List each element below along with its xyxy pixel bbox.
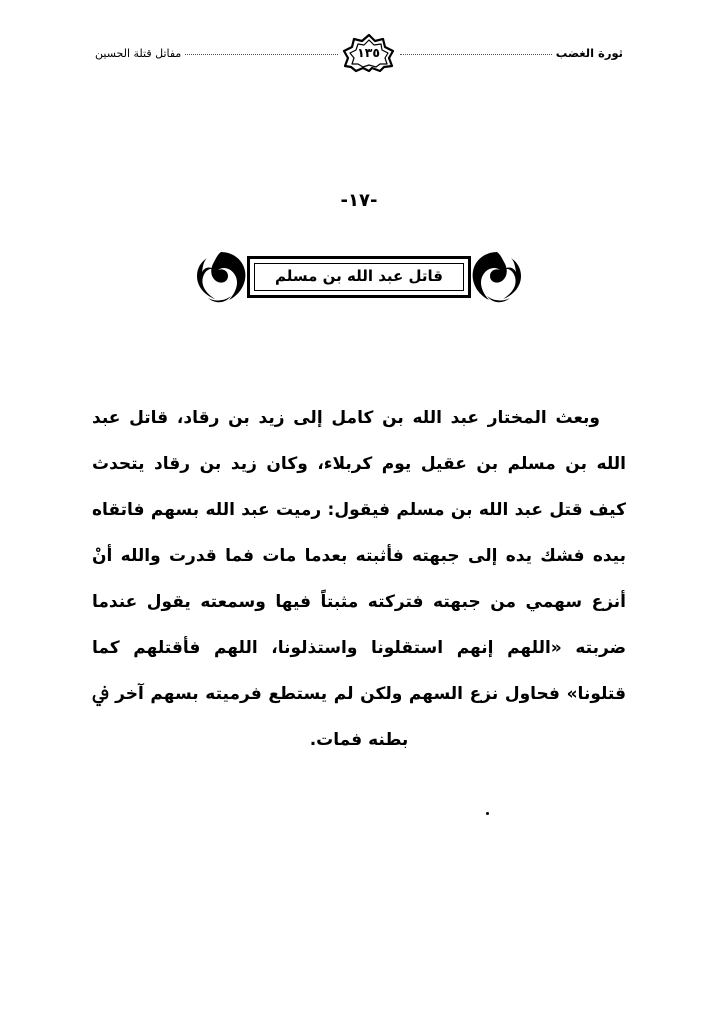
header-book-title: ثورة الغضب	[555, 46, 623, 60]
page-number-text: ١٣٥	[357, 45, 381, 60]
header-chapter-title: مفاتل قتلة الحسين	[95, 46, 182, 60]
stray-ink-dot	[486, 812, 489, 815]
section-title-text: قاتل عبد الله بن مسلم	[275, 267, 443, 285]
ornament-left-icon	[189, 246, 251, 308]
section-title-plaque	[0, 240, 718, 314]
ornament-right-icon	[467, 246, 529, 308]
page-number-badge	[342, 33, 396, 73]
section-title-box	[247, 256, 471, 298]
header-dots-right	[400, 46, 552, 55]
page-header	[95, 36, 623, 70]
section-number: -١٧-	[340, 190, 378, 211]
header-dots-left	[185, 46, 337, 55]
body-paragraph: وبعث المختار عبد الله بن كامل إلى زيد بن رقاد، قاتل عبد الله بن مسلم بن عقيل يوم كربلاء، وكان زيد بن رقاد يتحدث كيف قتل عبد الله بن مسلم فيقول: رميت عبد الله بسهم فاتقاه بيده فشك يده إلى جبهته فأثبته بعدما مات فما قدرت والله أنْ أنزع سهمي من جبهته فتركته مثبتاً فيها وسمعته يقول عندما ضربته «اللهم إنهم استقلونا واستذلونا، اللهم فأقتلهم كما قتلونا» فحاول نزع السهم ولكن لم يستطع فرميته بسهم آخر ﰲ بطنه فمات.	[92, 408, 626, 750]
body-text-block	[92, 395, 626, 763]
